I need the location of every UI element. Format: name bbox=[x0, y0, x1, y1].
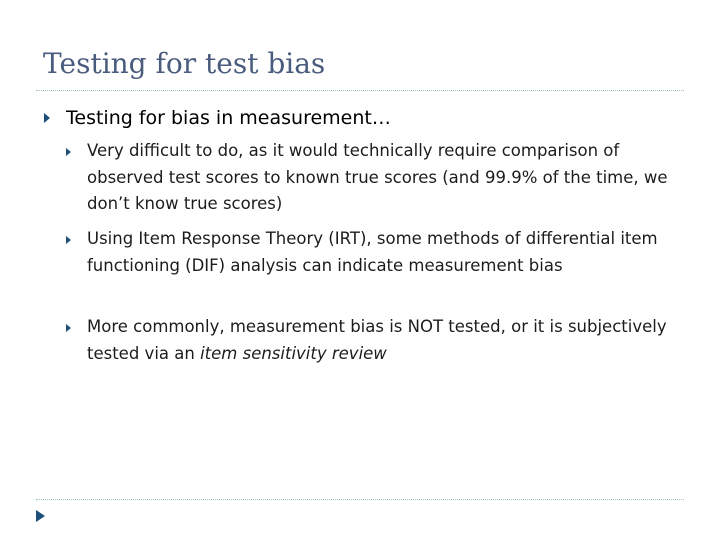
slide-title: Testing for test bias bbox=[43, 47, 326, 80]
sub-bullet-triangle-icon bbox=[66, 148, 71, 156]
footer-divider bbox=[36, 499, 684, 500]
footer-triangle-icon bbox=[36, 510, 45, 522]
bullet-level1: Testing for bias in measurement… bbox=[66, 107, 391, 129]
sub-bullet-triangle-icon bbox=[66, 324, 71, 332]
bullet-triangle-icon bbox=[44, 113, 50, 123]
sub-bullet-triangle-icon bbox=[66, 236, 71, 244]
sub-bullet-2: Using Item Response Theory (IRT), some methods of differential item functioning (DIF) analysis can indicate measurement bias bbox=[87, 229, 658, 275]
item-sensitivity-review-emphasis: item sensitivity review bbox=[200, 343, 387, 363]
title-divider bbox=[36, 90, 684, 91]
sub-bullet-3-text: More commonly, measurement bias is NOT tested, or it is subjectively tested via an bbox=[87, 317, 667, 363]
sub-bullet-1: Very difficult to do, as it would technically require comparison of observed test scores to known true scores (and 99.9% of the time, we don’t know true scores) bbox=[87, 141, 668, 213]
sub-bullet-3 bbox=[87, 314, 687, 367]
